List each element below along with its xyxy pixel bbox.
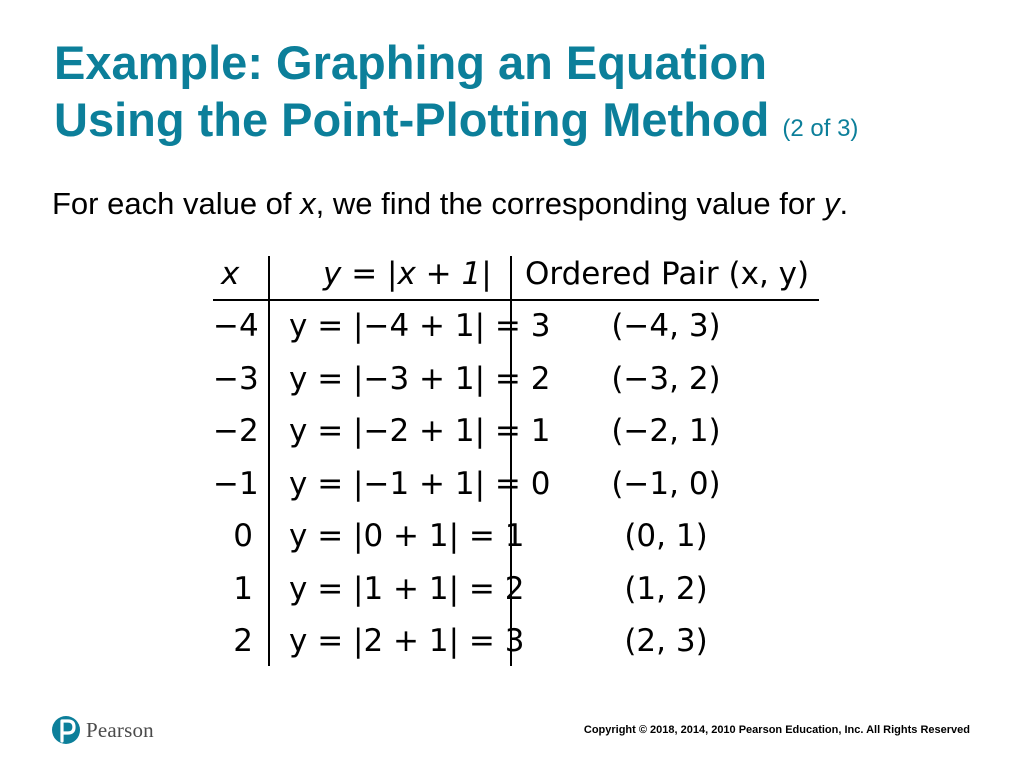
slide-title <box>54 34 858 157</box>
table-cell-x: −1 <box>213 465 259 502</box>
slide-body-text <box>52 184 848 224</box>
table-cell-y: y = |−2 + 1| = 1 <box>289 413 551 449</box>
table-cell-x: −3 <box>213 360 259 397</box>
title-line-2 <box>54 91 858 157</box>
table-cell-y: y = |2 + 1| = 3 <box>289 623 525 659</box>
table-cell-y: y = |−1 + 1| = 0 <box>289 465 551 502</box>
subtitle-var-y: y <box>824 186 840 221</box>
table-cell-x: 2 <box>233 623 253 659</box>
copyright-notice: Copyright © 2018, 2014, 2010 Pearson Education, Inc. All Rights Reserved <box>583 724 970 736</box>
table-cell-y: y = |−4 + 1| = 3 <box>289 308 551 344</box>
title-line-1: Example: Graphing an Equation <box>54 36 767 89</box>
table-cell-y: y = |−3 + 1| = 2 <box>289 360 551 397</box>
subtitle-prefix: For each value of <box>52 186 301 221</box>
title-part-indicator: (2 of 3) <box>782 115 859 142</box>
title-line-2-text: Using the Point-Plotting Method <box>54 93 770 146</box>
table-cell-x: 0 <box>233 518 253 554</box>
header-y: y = |x + 1| <box>323 256 492 292</box>
table-divider-1 <box>268 256 270 666</box>
pearson-p-icon <box>52 713 80 747</box>
subtitle-middle: , we find the corresponding value for <box>315 186 824 221</box>
table-cell-y: y = |1 + 1| = 2 <box>289 570 525 607</box>
table-cell-ordered-pair: (−3, 2) <box>611 360 721 397</box>
pearson-logo <box>52 713 154 747</box>
table-cell-x: −2 <box>213 413 259 449</box>
header-x: x <box>221 256 240 292</box>
table-cell-x: 1 <box>233 570 253 607</box>
subtitle-var-x: x <box>300 186 316 221</box>
pearson-wordmark: Pearson <box>86 717 154 742</box>
table-cell-ordered-pair: (−4, 3) <box>611 308 721 344</box>
values-table <box>213 248 819 666</box>
header-ordered-pair: Ordered Pair (x, y) <box>525 256 810 292</box>
table-cell-x: −4 <box>213 308 259 344</box>
table-cell-ordered-pair: (0, 1) <box>624 518 708 554</box>
table-cell-ordered-pair: (−2, 1) <box>611 413 721 449</box>
subtitle-suffix: . <box>839 186 849 221</box>
table-cell-ordered-pair: (1, 2) <box>624 570 708 607</box>
table-cell-y: y = |0 + 1| = 1 <box>289 518 525 554</box>
table-cell-ordered-pair: (−1, 0) <box>611 465 721 502</box>
table-cell-ordered-pair: (2, 3) <box>624 623 708 659</box>
